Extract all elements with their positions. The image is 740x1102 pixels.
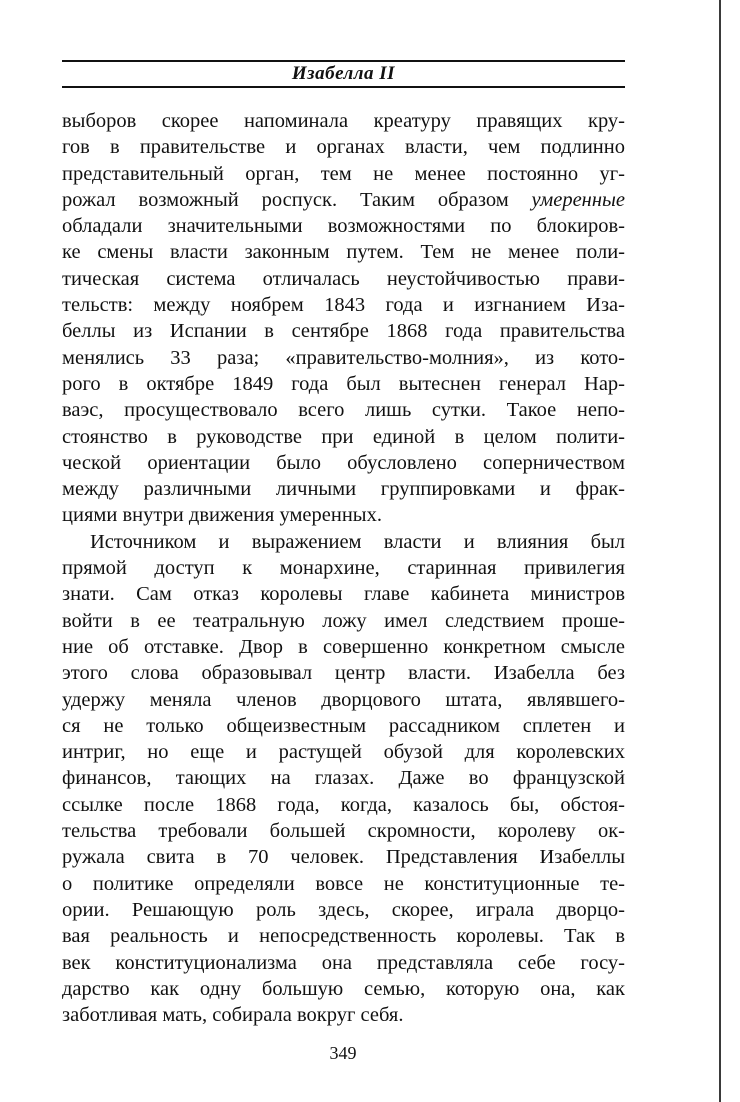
text-line: удержу меняла членов дворцового штата, являвшего- <box>62 688 625 711</box>
text-line: представительный орган, тем не менее постоянно уг- <box>62 162 625 185</box>
text-line: ческой ориентации было обусловлено соперничеством <box>62 451 625 474</box>
text-line: Источником и выражением власти и влияния был <box>90 530 625 553</box>
italic-term: умеренные <box>531 188 625 211</box>
text-line: рого в октябре 1849 года был вытеснен генерал Нар- <box>62 372 625 395</box>
text-line: этого слова образовывал центр власти. Изабелла без <box>62 662 625 685</box>
text-line: стоянство в руководстве при единой в целом полити- <box>62 425 625 448</box>
text-line: ружала свита в 70 человек. Представления Изабеллы <box>62 846 625 869</box>
text-line: ние об отставке. Двор в совершенно конкретном смысле <box>62 635 625 658</box>
text-line: о политике определяли вовсе не конституционные те- <box>62 872 625 895</box>
paragraph-1 <box>62 108 625 529</box>
text-segment: рожал возможный роспуск. Таким образом <box>62 188 532 211</box>
text-line: между различными личными группировками и фрак- <box>62 478 625 501</box>
page-edge-line <box>719 0 721 1102</box>
text-line: ваэс, просуществовало всего лишь сутки. Такое непо- <box>62 399 625 422</box>
paragraph-2 <box>62 529 625 1029</box>
text-line: войти в ее театральную ложу имел следствием проше- <box>62 609 625 632</box>
text-line <box>62 187 625 213</box>
text-line: беллы из Испании в сентябре 1868 года правительства <box>62 320 625 343</box>
text-line: век конституционализма она представляла себе госу- <box>62 951 625 974</box>
text-line: тическая система отличалась неустойчивостью прави- <box>62 267 625 290</box>
text-line: циями внутри движения умеренных. <box>62 504 382 527</box>
text-line: тельства требовали большей скромности, королеву ок- <box>62 820 625 843</box>
text-line: знати. Сам отказ королевы главе кабинета министров <box>62 583 625 606</box>
text-line: прямой доступ к монархине, старинная привилегия <box>62 557 625 580</box>
text-line: ся не только общеизвестным рассадником сплетен и <box>62 714 625 737</box>
text-line: выборов скорее напоминала креатуру правящих кру- <box>62 110 625 132</box>
text-line: заботливая мать, собирала вокруг себя. <box>62 1004 404 1027</box>
text-line: тельств: между ноябрем 1843 года и изгнанием Иза- <box>62 294 625 317</box>
running-head-title: Изабелла II <box>291 63 396 84</box>
text-line: ории. Решающую роль здесь, скорее, играла дворцо- <box>62 898 625 921</box>
text-line: ке смены власти законным путем. Тем не менее поли- <box>62 241 625 264</box>
text-line: менялись 33 раза; «правительство-молния», из кото- <box>62 346 625 369</box>
text-line: ссылке после 1868 года, когда, казалось бы, обстоя- <box>62 793 625 816</box>
page-number: 349 <box>329 1043 357 1063</box>
running-head <box>62 60 625 88</box>
text-line: гов в правительстве и органах власти, чем подлинно <box>62 136 625 159</box>
text-line: финансов, тающих на глазах. Даже во французской <box>62 767 625 790</box>
text-line: обладали значительными возможностями по блокиров- <box>62 215 625 238</box>
text-line: дарство как одну большую семью, которую она, как <box>62 977 625 1000</box>
text-line: интриг, но еще и растущей обузой для королевских <box>62 741 625 764</box>
text-line: вая реальность и непосредственность королевы. Так в <box>62 925 625 948</box>
body-text <box>62 108 625 1028</box>
